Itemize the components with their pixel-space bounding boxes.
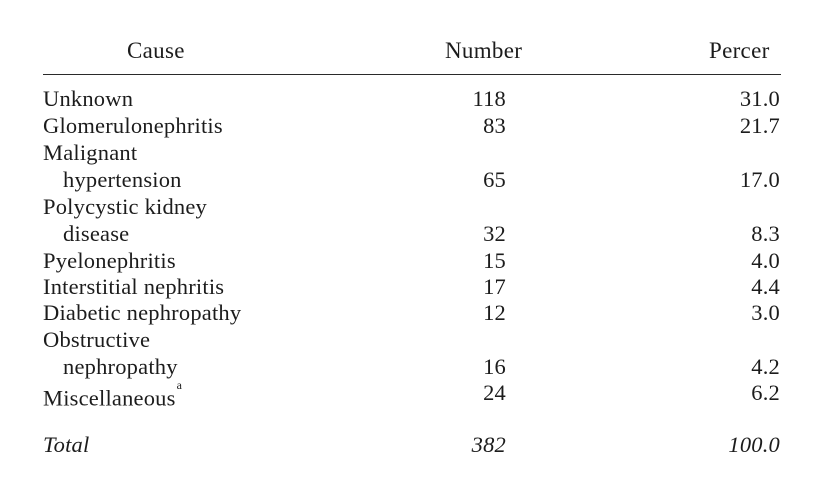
table-row [0, 167, 820, 193]
cause-cell: nephropathy [63, 354, 178, 379]
percent-cell: 17.0 [739, 167, 780, 192]
number-cell: 32 [483, 221, 506, 246]
header-rule [43, 74, 781, 75]
table-row [0, 248, 820, 274]
percent-cell: 4.0 [751, 248, 780, 273]
number-cell: 16 [483, 354, 506, 379]
cause-cell: Malignant [43, 140, 138, 165]
cause-cell: Glomerulonephritis [43, 113, 223, 138]
number-cell: 12 [483, 300, 506, 325]
table-row [0, 140, 820, 166]
percent-cell: 4.2 [751, 354, 780, 379]
number-cell: 24 [483, 380, 506, 405]
total-row [0, 432, 820, 458]
table-row [0, 194, 820, 220]
total-label: Total [43, 432, 90, 457]
cause-cell: Polycystic kidney [43, 194, 208, 219]
percent-cell: 21.7 [739, 113, 780, 138]
number-cell: 83 [483, 113, 506, 138]
table-row [0, 354, 820, 380]
cause-text: Miscellaneous [43, 385, 176, 411]
header-number: Number [445, 38, 523, 63]
header-cause: Cause [127, 38, 185, 63]
footnote-marker: a [176, 378, 183, 392]
cause-cell: Diabetic nephropathy [43, 300, 242, 325]
number-cell: 118 [472, 86, 506, 111]
table-row [0, 327, 820, 353]
number-cell: 17 [483, 274, 506, 299]
table-row [0, 221, 820, 247]
table-row [0, 113, 820, 139]
percent-cell: 31.0 [739, 86, 780, 111]
percent-cell: 3.0 [751, 300, 780, 325]
cause-cell: Interstitial nephritis [43, 274, 225, 299]
table-row [0, 86, 820, 112]
cause-cell: disease [63, 221, 130, 246]
cause-cell: Unknown [43, 86, 134, 111]
percent-cell: 6.2 [751, 380, 780, 405]
total-percent: 100.0 [728, 432, 780, 457]
cause-cell: Pyelonephritis [43, 248, 176, 273]
percent-cell: 8.3 [751, 221, 780, 246]
table-row [0, 274, 820, 300]
table-row [0, 300, 820, 326]
table-row [0, 378, 820, 411]
total-number: 382 [471, 432, 506, 457]
header-percent: Percer [709, 38, 770, 63]
cause-cell [43, 380, 182, 412]
cause-cell: Obstructive [43, 327, 151, 352]
percent-cell: 4.4 [751, 274, 780, 299]
number-cell: 15 [483, 248, 506, 273]
number-cell: 65 [483, 167, 506, 192]
cause-cell: hypertension [63, 167, 182, 192]
